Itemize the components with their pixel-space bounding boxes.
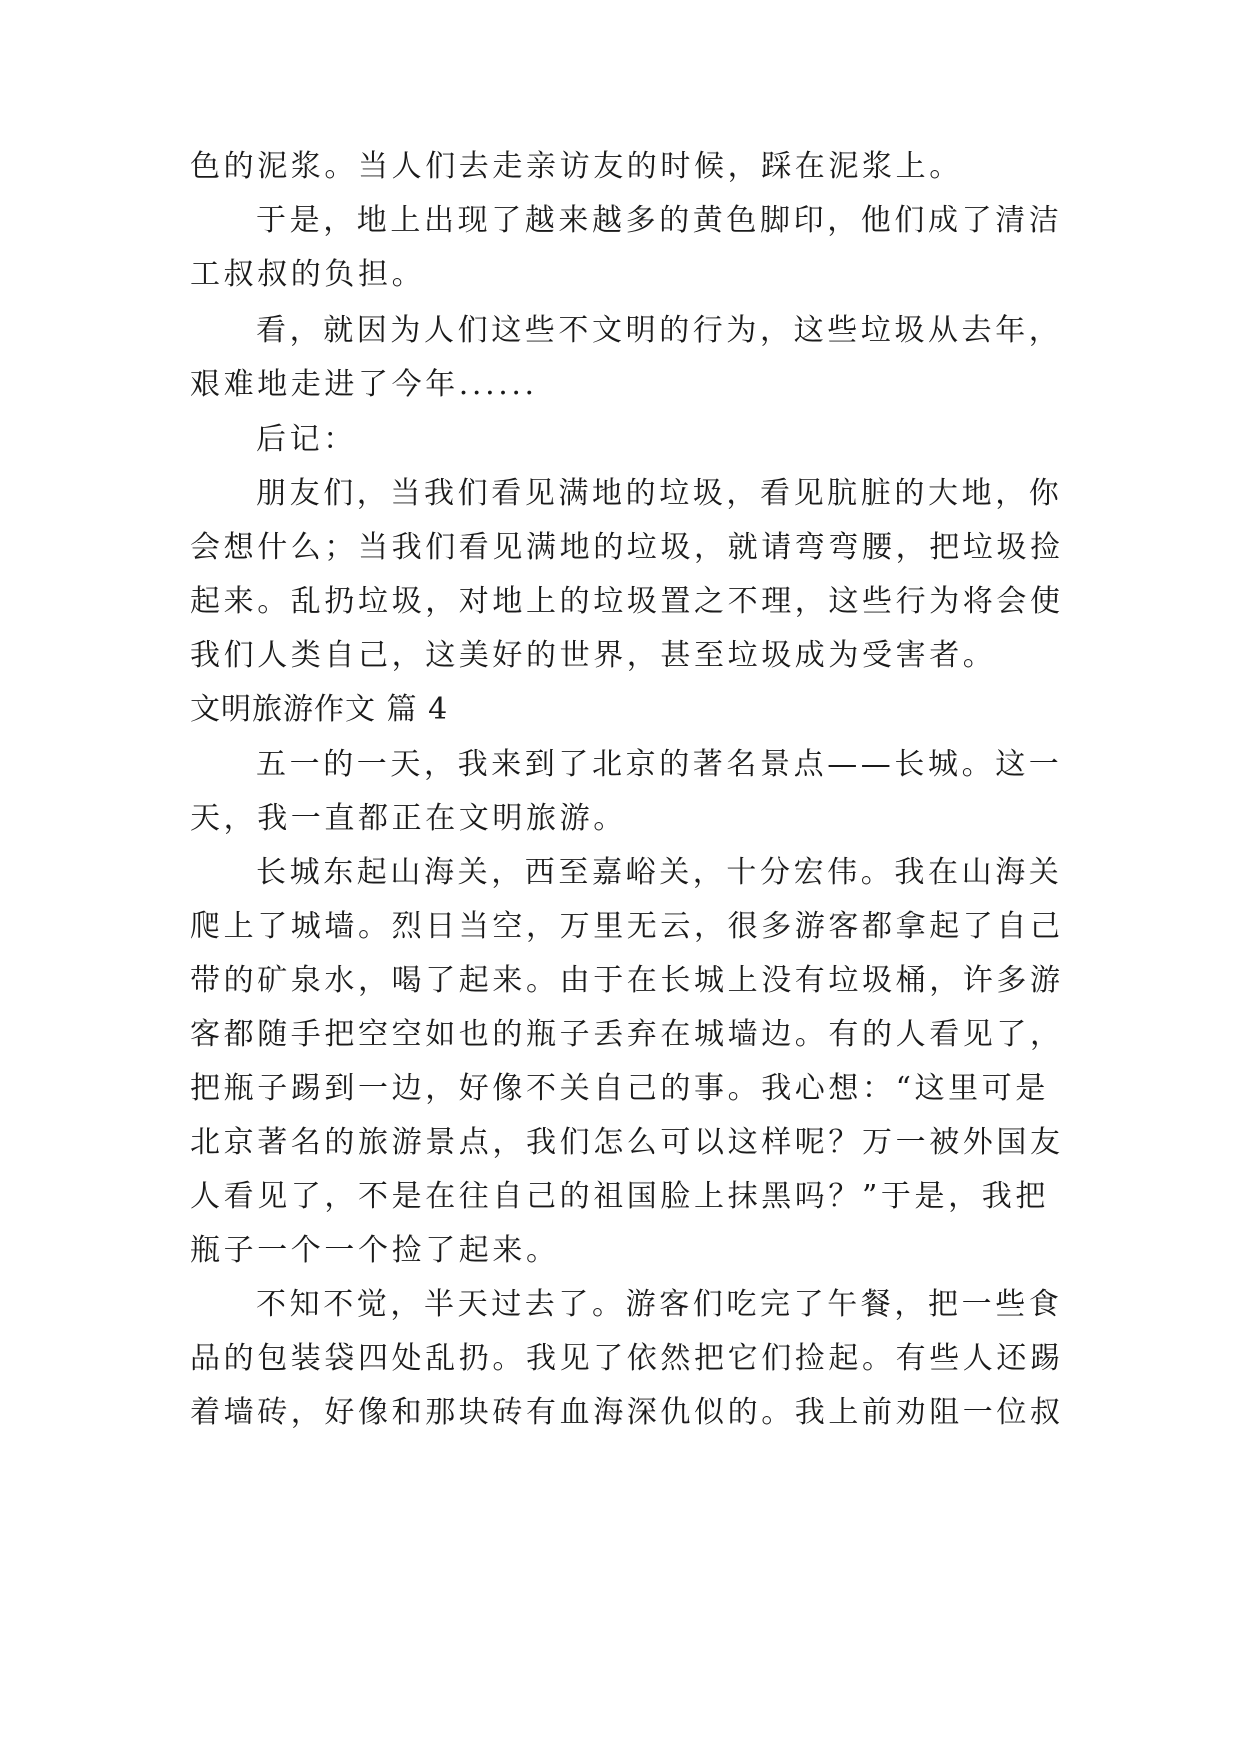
text-line: 我们人类自己，这美好的世界，甚至垃圾成为受害者。 <box>190 638 997 673</box>
text-line: 着墙砖，好像和那块砖有血海深仇似的。我上前劝阻一位叔 <box>190 1395 1064 1430</box>
paragraph-start-line: 于是，地上出现了越来越多的黄色脚印，他们成了清洁 <box>256 203 1063 238</box>
text-line: 爬上了城墙。烈日当空，万里无云，很多游客都拿起了自己 <box>190 909 1064 944</box>
text-line: 客都随手把空空如也的瓶子丢弃在城墙边。有的人看见了， <box>190 1017 1064 1052</box>
text-line: 工叔叔的负担。 <box>190 257 426 292</box>
text-line: 北京著名的旅游景点，我们怎么可以这样呢？万一被外国友 <box>190 1125 1064 1160</box>
paragraph-start-line: 长城东起山海关，西至嘉峪关，十分宏伟。我在山海关 <box>256 855 1063 890</box>
text-line: 带的矿泉水，喝了起来。由于在长城上没有垃圾桶，许多游 <box>190 963 1064 998</box>
text-line: 色的泥浆。当人们去走亲访友的时候，踩在泥浆上。 <box>190 149 963 184</box>
text-line: 会想什么；当我们看见满地的垃圾，就请弯弯腰，把垃圾捡 <box>190 530 1064 565</box>
paragraph-start-line: 五一的一天，我来到了北京的著名景点——长城。这一 <box>256 747 1063 782</box>
text-line: 天，我一直都正在文明旅游。 <box>190 801 627 836</box>
section-heading: 文明旅游作文 篇 4 <box>190 692 449 727</box>
text-line: 把瓶子踢到一边，好像不关自己的事。我心想：“这里可是 <box>190 1071 1049 1106</box>
text-line: 起来。乱扔垃圾，对地上的垃圾置之不理，这些行为将会使 <box>190 584 1064 619</box>
paragraph-start-line: 朋友们，当我们看见满地的垃圾，看见肮脏的大地，你 <box>256 476 1063 511</box>
text-line: 品的包装袋四处乱扔。我见了依然把它们捡起。有些人还踢 <box>190 1341 1064 1376</box>
paragraph-start-line: 不知不觉，半天过去了。游客们吃完了午餐，把一些食 <box>256 1287 1063 1322</box>
postscript-label: 后记： <box>256 422 357 457</box>
text-line: 人看见了，不是在往自己的祖国脸上抹黑吗？”于是，我把 <box>190 1179 1049 1214</box>
text-line: 艰难地走进了今年...... <box>190 367 538 402</box>
text-line: 瓶子一个一个捡了起来。 <box>190 1233 560 1268</box>
paragraph-start-line: 看，就因为人们这些不文明的行为，这些垃圾从去年， <box>256 313 1063 348</box>
